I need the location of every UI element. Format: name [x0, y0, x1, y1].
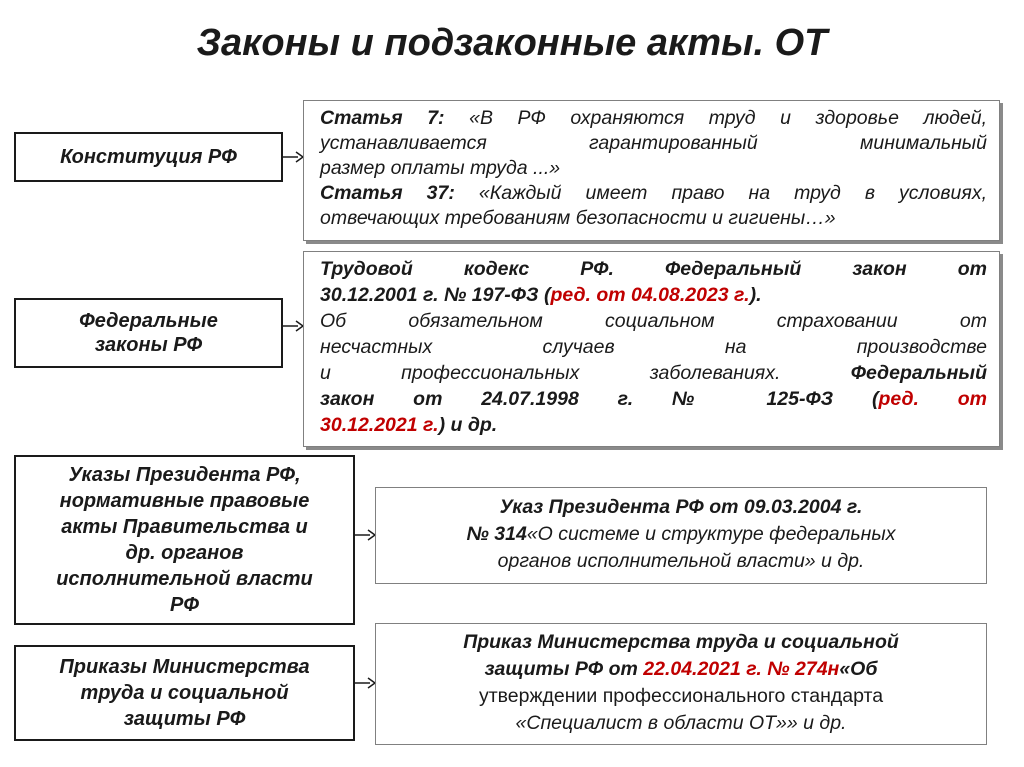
decrees-label-line-5: исполнительной власти — [56, 568, 313, 590]
order-date-number: 22.04.2021 г. № 274н — [643, 658, 840, 680]
insurance-law-line-3: и профессиональных заболеваниях. — [320, 362, 781, 384]
insurance-law-date: закон от 24.07.1998 г. № 125-ФЗ ( — [320, 388, 879, 410]
constitution-box — [14, 132, 283, 182]
insurance-law-federal-word: Федеральный — [850, 362, 987, 384]
article-7-heading: Статья 7: — [320, 107, 445, 129]
decrees-label-line-2: нормативные правовые — [59, 490, 310, 512]
orders-label-line-3: защиты РФ — [123, 708, 246, 730]
article-37-heading: Статья 37: — [320, 182, 455, 204]
decree-line-1: Указ Президента РФ от 09.03.2004 г. — [499, 496, 863, 518]
arrow-right-icon — [355, 528, 377, 542]
order-line-1: Приказ Министерства труда и социальной — [463, 631, 899, 653]
labour-code-line-1: Трудовой кодекс РФ. Федеральный закон от — [320, 258, 987, 280]
order-line-3: утверждении профессионального стандарта — [478, 685, 884, 707]
federal-laws-label-line-1: Федеральные — [79, 310, 218, 332]
arrow-right-icon — [283, 319, 305, 333]
orders-label-line-2: труда и социальной — [80, 682, 289, 704]
decree-number: № 314 — [466, 523, 527, 545]
article-37-line-1: «Каждый имеет право на труд в условиях, — [478, 182, 987, 204]
federal-laws-label-line-2: законы РФ — [94, 334, 203, 356]
insurance-law-end: ) и др. — [438, 414, 498, 436]
decree-title-a: «О системе и структуре федеральных — [526, 523, 896, 545]
decrees-label-line-4: др. органов — [125, 542, 244, 564]
insurance-law-edition-b: 30.12.2021 г. — [320, 414, 439, 436]
labour-code-end: ). — [749, 284, 762, 306]
decrees-box — [14, 455, 355, 625]
arrow-right-icon — [355, 676, 377, 690]
page-title: Законы и подзаконные акты. ОТ — [196, 22, 828, 64]
decree-details-box — [375, 487, 987, 584]
insurance-law-line-1: Об обязательном социальном страховании от — [320, 310, 987, 332]
arrow-right-icon — [283, 150, 305, 164]
order-line-4: «Специалист в области ОТ»» и др. — [515, 712, 847, 734]
article-37-line-2: отвечающих требованиям безопасности и гигиены…» — [320, 207, 836, 229]
insurance-law-edition-a: ред. от — [878, 388, 987, 410]
ministry-orders-box — [14, 645, 355, 741]
article-7-line-1: «В РФ охраняются труд и здоровье людей, — [469, 107, 988, 129]
decrees-label-line-6: РФ — [170, 594, 199, 616]
federal-laws-details-box — [303, 251, 1000, 447]
order-details-box — [375, 623, 987, 745]
federal-laws-box — [14, 298, 283, 368]
order-line-2-start: защиты РФ от — [484, 658, 638, 680]
labour-code-edition: ред. от 04.08.2023 г. — [550, 284, 750, 306]
labour-code-date: 30.12.2001 г. № 197-ФЗ ( — [320, 284, 551, 306]
orders-label-line-1: Приказы Министерства — [59, 656, 310, 678]
decrees-label-line-3: акты Правительства и — [61, 516, 308, 538]
constitution-label: Конституция РФ — [60, 146, 237, 168]
article-7-line-3: размер оплаты труда ...» — [320, 157, 561, 179]
order-quote-open: «Об — [839, 658, 878, 680]
article-7-line-2: устанавливается гарантированный минимальный — [320, 132, 987, 154]
insurance-law-line-2: несчастных случаев на производстве — [320, 336, 987, 358]
constitution-articles-box — [303, 100, 1000, 241]
decree-title-b: органов исполнительной власти» и др. — [497, 550, 865, 572]
decrees-label-line-1: Указы Президента РФ, — [68, 464, 301, 486]
